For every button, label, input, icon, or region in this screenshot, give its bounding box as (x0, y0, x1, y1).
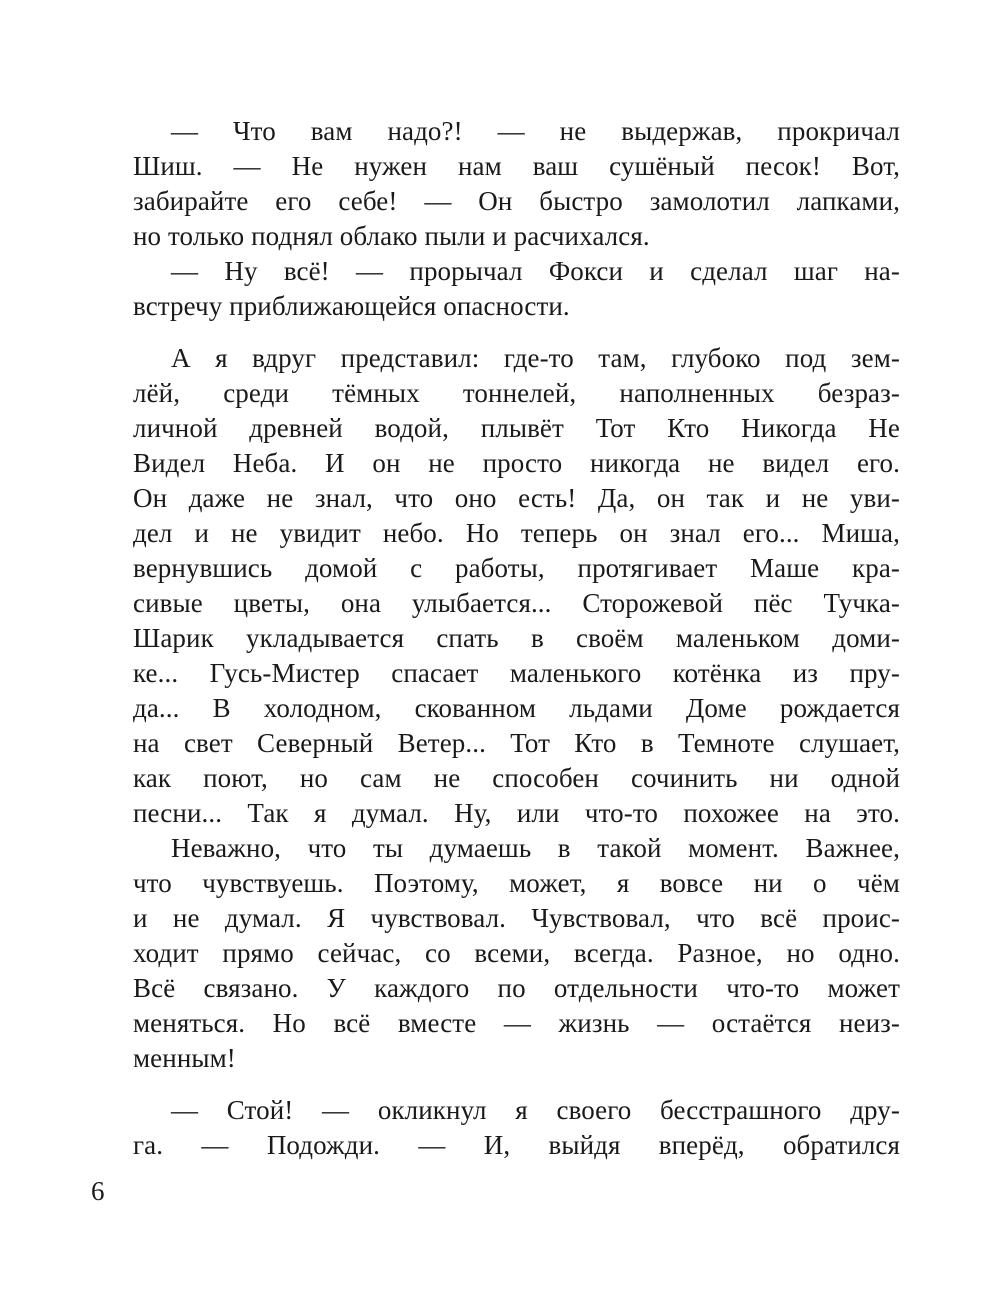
text-line: — Стой! — окликнул я своего бесстрашного дру- (171, 1095, 900, 1125)
text-line: на свет Северный Ветер... Тот Кто в Темноте слушает, (133, 728, 900, 758)
text-line: как поют, но сам не способен сочинить ни одной (133, 763, 900, 793)
text-line: — Что вам надо?! — не выдержав, прокричал (171, 116, 900, 146)
text-line: вернувшись домой с работы, протягивает Маше кра- (133, 553, 900, 583)
text-line: Шарик укладывается спать в своём маленьком доми- (133, 623, 900, 653)
text-block (133, 114, 900, 1163)
paragraph (133, 1093, 900, 1163)
text-line: песни... Так я думал. Ну, или что-то похожее на это. (133, 798, 900, 828)
text-line: менным! (133, 1043, 236, 1073)
paragraph (133, 114, 900, 254)
paragraph (133, 341, 900, 831)
page-number: 6 (91, 1176, 105, 1206)
text-line: сивые цветы, она улыбается... Сторожевой пёс Тучка- (133, 588, 900, 618)
text-line: ке... Гусь-Мистер спасает маленького котёнка из пру- (133, 658, 900, 688)
text-line: но только поднял облако пыли и расчихался. (133, 221, 650, 251)
text-line: ходит прямо сейчас, со всеми, всегда. Разное, но одно. (133, 938, 900, 968)
text-line: Неважно, что ты думаешь в такой момент. Важнее, (171, 833, 900, 863)
paragraph (133, 254, 900, 324)
text-line: забирайте его себе! — Он быстро замолотил лапками, (133, 186, 900, 216)
text-line: Шиш. — Не нужен нам ваш сушёный песок! Вот, (133, 151, 900, 181)
text-line: га. — Подожди. — И, выйдя вперёд, обратился (133, 1130, 900, 1160)
text-line: Он даже не знал, что оно есть! Да, он так и не уви- (133, 483, 900, 513)
text-line: да... В холодном, скованном льдами Доме рождается (133, 693, 900, 723)
text-line: встречу приближающейся опасности. (133, 291, 570, 321)
text-line: Всё связано. У каждого по отдельности что-то может (133, 973, 900, 1003)
text-line: дел и не увидит небо. Но теперь он знал его... Миша, (133, 518, 900, 548)
text-line: А я вдруг представил: где-то там, глубоко под зем- (171, 343, 900, 373)
text-line: лёй, среди тёмных тоннелей, наполненных безраз- (133, 378, 900, 408)
paragraph (133, 831, 900, 1076)
text-line: меняться. Но всё вместе — жизнь — остаётся неиз- (133, 1008, 900, 1038)
text-line: — Ну всё! — прорычал Фокси и сделал шаг на- (171, 256, 900, 286)
text-line: что чувствуешь. Поэтому, может, я вовсе ни о чём (133, 868, 900, 898)
text-line: Видел Неба. И он не просто никогда не видел его. (133, 448, 900, 478)
text-line: и не думал. Я чувствовал. Чувствовал, что всё проис- (133, 903, 900, 933)
text-line: личной древней водой, плывёт Тот Кто Никогда Не (133, 413, 900, 443)
